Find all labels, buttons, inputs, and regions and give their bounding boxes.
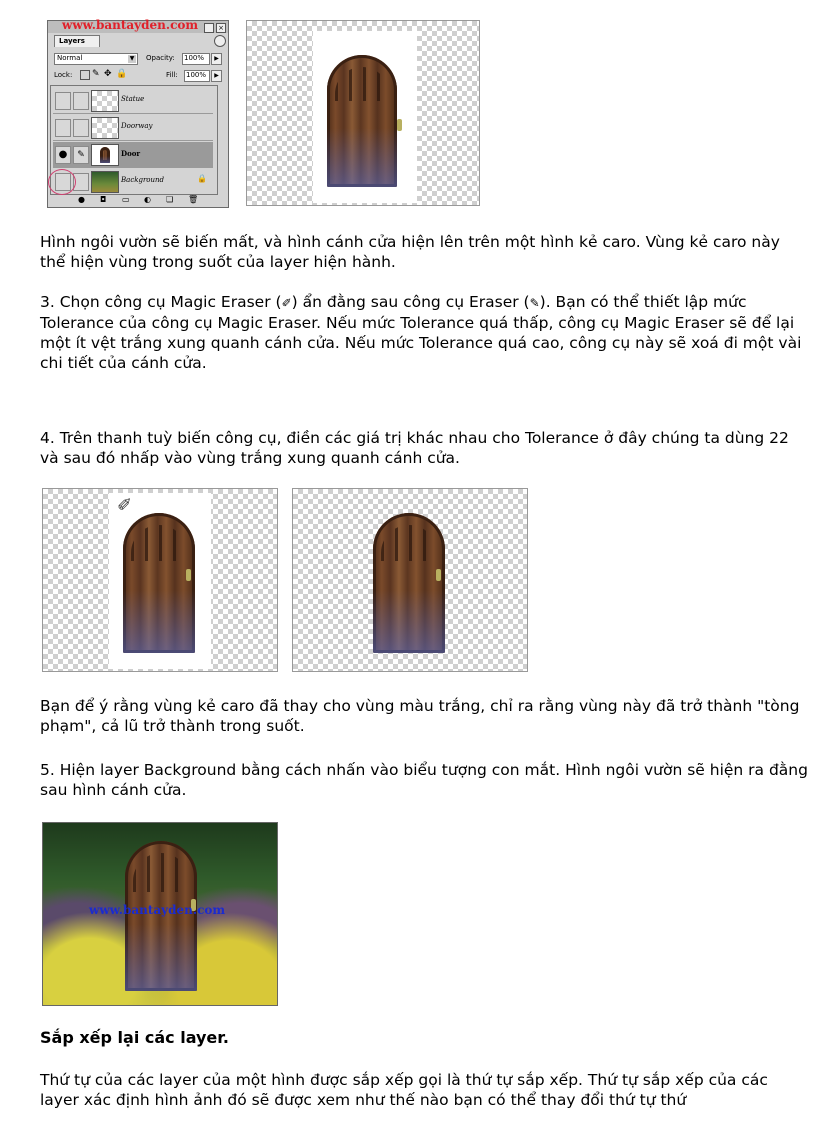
door-knob (436, 569, 441, 581)
eraser-icon: ✎ (529, 296, 540, 310)
lock-transparency-icon[interactable] (80, 70, 90, 80)
visibility-toggle[interactable] (55, 119, 71, 137)
new-layer-icon[interactable]: ❏ (166, 195, 174, 204)
layer-name: Background (121, 176, 165, 184)
door-image (373, 513, 445, 653)
layer-name: Door (121, 149, 141, 158)
opacity-value: 100% (184, 54, 205, 62)
door-knob (186, 569, 191, 581)
eye-slot-highlight-circle (48, 169, 76, 195)
magic-eraser-cursor-icon: ✐ (117, 495, 133, 516)
visibility-toggle[interactable] (55, 92, 71, 110)
lock-move-icon[interactable]: ✥ (104, 69, 112, 79)
adjustment-icon[interactable]: ◐ (144, 195, 151, 204)
paragraph-transparency: Hình ngôi vườn sẽ biến mất, và hình cánh cửa hiện lên trên một hình kẻ caro. Vùng kẻ caro này thể hiện vùng trong suốt của layer hiện hành. (40, 233, 780, 271)
trash-icon[interactable]: 🗑 (188, 195, 199, 204)
layer-row-background[interactable] (53, 169, 213, 194)
lock-icon: 🔒 (197, 174, 207, 183)
layer-thumbnail (91, 144, 119, 166)
door-knob (397, 119, 402, 131)
chevron-down-icon: ▼ (129, 55, 135, 62)
tab-layers-label: Layers (59, 37, 85, 45)
layer-row-door[interactable] (53, 142, 213, 168)
link-toggle[interactable] (73, 119, 89, 137)
layer-thumbnail (91, 117, 119, 139)
door-image (123, 513, 195, 653)
blend-mode-value: Normal (57, 54, 83, 62)
layer-name: Statue (121, 95, 145, 103)
tab-layers[interactable] (54, 35, 100, 47)
panel-footer (50, 195, 216, 205)
panel-titlebar (48, 18, 228, 33)
layer-thumbnail (91, 171, 119, 193)
garden-composite-image (42, 822, 278, 1006)
link-toggle[interactable] (73, 92, 89, 110)
lock-brush-icon[interactable]: ✎ (92, 69, 100, 79)
layers-panel (47, 20, 229, 208)
fill-label: Fill: (166, 71, 178, 79)
layer-name: Doorway (121, 122, 153, 130)
canvas-door-white (246, 20, 480, 206)
eye-icon[interactable]: ● (55, 146, 71, 164)
paragraph-magic-eraser-part3: ). Bạn có thể thiết lập mức Tolerance của công cụ Magic Eraser. Nếu mức Tolerance quá thấp, công cụ Magic Eraser sẽ để lại một ít vệt trắng xung quanh cánh cửa. Nếu mức Tolerance quá cao, công cụ này sẽ xoá đi một vài chi tiết của cánh cửa. (40, 293, 802, 372)
fill-value: 100% (186, 71, 207, 79)
fill-arrow-icon[interactable]: ▶ (211, 70, 222, 82)
magic-eraser-icon: ✐ (281, 296, 292, 310)
layer-style-icon[interactable]: ● (78, 195, 85, 204)
canvas-door-after (292, 488, 528, 672)
fill-field[interactable] (184, 70, 210, 82)
opacity-field[interactable] (182, 53, 210, 65)
panel-watermark: www.bantayden.com (62, 18, 199, 32)
blend-mode-select[interactable] (54, 53, 138, 65)
brush-icon[interactable]: ✎ (73, 146, 89, 164)
layer-row-statue[interactable] (53, 88, 213, 114)
lock-all-icon[interactable]: 🔒 (116, 69, 128, 79)
opacity-arrow-icon[interactable]: ▶ (211, 53, 222, 65)
panel-menu-icon[interactable] (214, 35, 226, 47)
paragraph-magic-eraser (40, 292, 810, 373)
section-heading: Sắp xếp lại các layer. (40, 1028, 229, 1047)
opacity-label: Opacity: (146, 54, 175, 62)
paragraph-checker-replaced: Bạn để ý rằng vùng kẻ caro đã thay cho vùng màu trắng, chỉ ra rằng vùng này đã trở thành "tòng phạm", cả lũ trở thành trong suốt. (40, 697, 800, 735)
layer-thumbnail (91, 90, 119, 112)
paragraph-magic-eraser-part2: ) ẩn đằng sau công cụ Eraser ( (291, 293, 530, 311)
paragraph-tolerance: 4. Trên thanh tuỳ biến công cụ, điền các giá trị khác nhau cho Tolerance ở đây chúng ta dùng 22 và sau đó nhấp vào vùng trắng xung quanh cánh cửa. (40, 429, 789, 467)
garden-watermark: www.bantayden.com (89, 903, 226, 917)
minimize-icon[interactable] (204, 23, 214, 33)
paragraph-stack-order: Thứ tự của các layer của một hình được sắp xếp gọi là thứ tự sắp xếp. Thứ tự sắp xếp của các layer xác định hình ảnh đó sẽ được xem như thế nào bạn có thể thay đổi thứ tự thứ (40, 1071, 768, 1109)
layer-row-doorway[interactable] (53, 115, 213, 141)
close-icon[interactable]: × (216, 23, 226, 33)
new-set-icon[interactable]: ▭ (122, 195, 130, 204)
lock-label: Lock: (54, 71, 73, 79)
paragraph-magic-eraser-part1: 3. Chọn công cụ Magic Eraser ( (40, 293, 282, 311)
canvas-door-before (42, 488, 278, 672)
paragraph-show-background: 5. Hiện layer Background bằng cách nhấn vào biểu tượng con mắt. Hình ngôi vườn sẽ hiện ra đằng sau hình cánh cửa. (40, 761, 808, 799)
mask-icon[interactable]: ◘ (100, 195, 107, 204)
door-image (327, 55, 397, 187)
